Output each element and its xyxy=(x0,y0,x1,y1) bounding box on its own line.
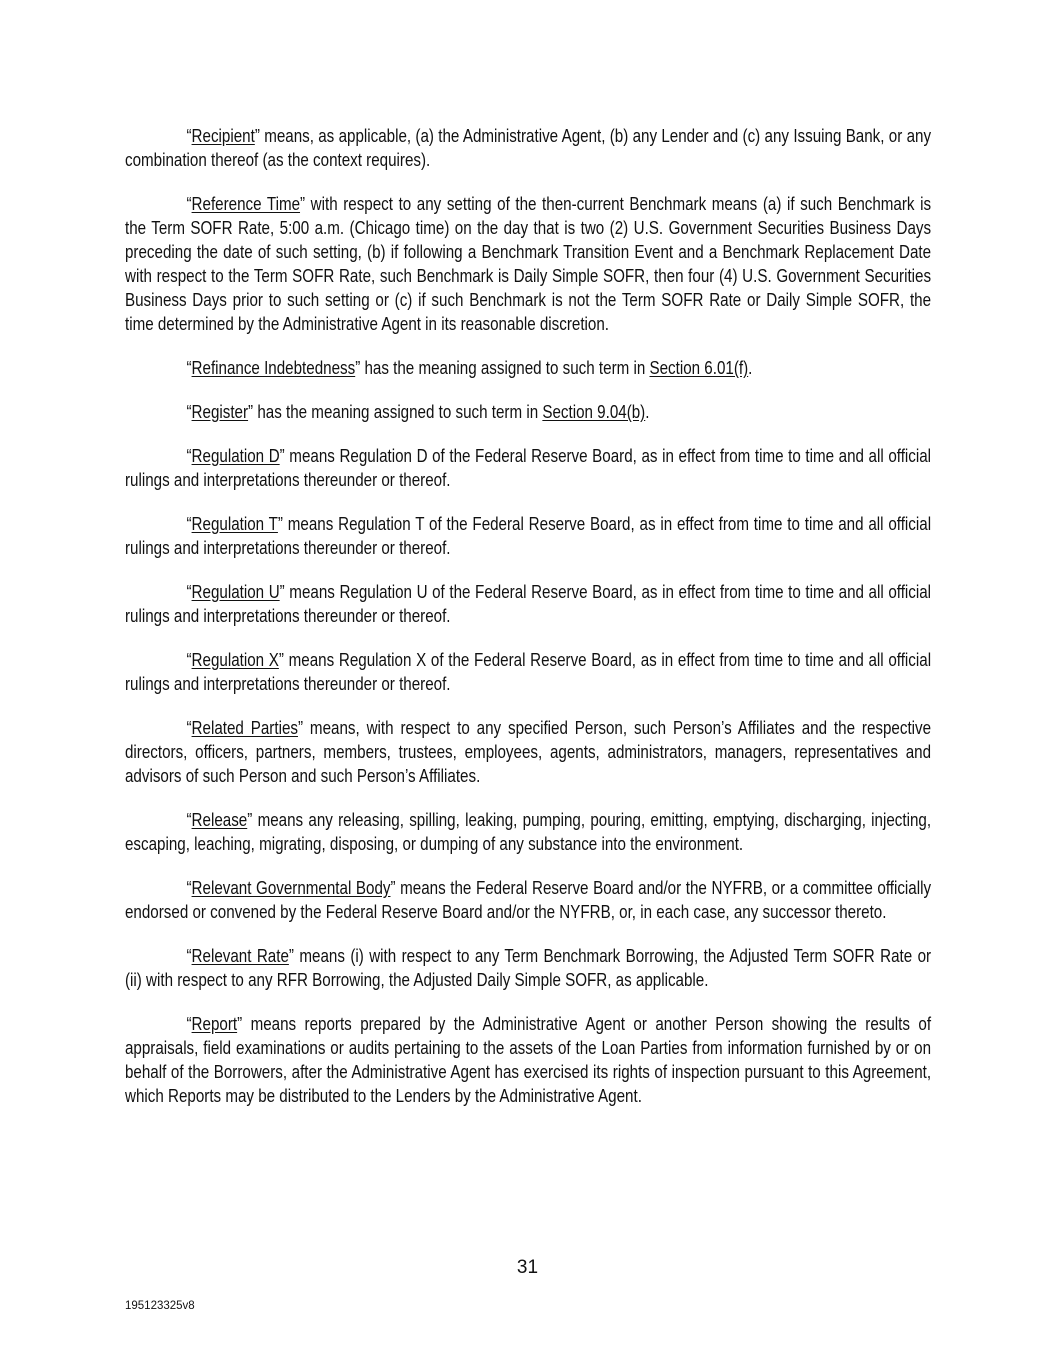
definition-text: means (i) with respect to any Term Benchmark Borrowing, the Adjusted Term SOFR Rate or (ii) with respect to any RFR Borrowing, the Adjusted Daily Simple SOFR, as applicable. xyxy=(125,945,932,990)
close-quote: ” xyxy=(278,649,284,670)
defined-term: Regulation D xyxy=(191,445,280,466)
open-quote: “ xyxy=(186,125,192,146)
open-quote: “ xyxy=(186,445,192,466)
definition-text: means any releasing, spilling, leaking, pumping, pouring, emitting, emptying, discharging, injecting, escaping, leaching, migrating, disposing, or dumping of any substance into the environment. xyxy=(125,809,932,854)
definition-paragraph xyxy=(125,444,931,492)
definition-paragraph xyxy=(125,512,931,560)
close-quote: ” xyxy=(297,717,304,738)
definition-paragraph xyxy=(125,356,931,380)
definition-paragraph xyxy=(125,124,931,172)
definition-text: means, as applicable, (a) the Administrative Agent, (b) any Lender and (c) any Issuing Bank, or any combination thereof (as the context requires). xyxy=(125,125,932,170)
close-quote: ” xyxy=(288,945,294,966)
definition-paragraph xyxy=(125,716,931,788)
defined-term: Regulation U xyxy=(191,581,280,602)
open-quote: “ xyxy=(186,513,192,534)
definition-paragraph xyxy=(125,192,931,336)
close-quote: ” xyxy=(300,193,306,214)
page-number: 31 xyxy=(516,1257,539,1278)
defined-term: Refinance Indebtedness xyxy=(191,357,356,378)
open-quote: “ xyxy=(186,581,192,602)
definition-text: means the Federal Reserve Board and/or the NYFRB, or a committee officially endorsed or convened by the Federal Reserve Board and/or the NYFRB, or, in each case, any successor thereto. xyxy=(125,877,932,922)
definition-tail: . xyxy=(645,401,650,422)
close-quote: ” xyxy=(247,809,253,830)
definition-text: means Regulation T of the Federal Reserve Board, as in effect from time to time and all official rulings and interpretations thereunder or thereof. xyxy=(125,513,932,558)
definition-paragraph xyxy=(125,648,931,696)
section-reference: Section 6.01(f) xyxy=(649,357,749,378)
close-quote: ” xyxy=(248,401,254,422)
close-quote: ” xyxy=(237,1013,243,1034)
definition-text: means, with respect to any specified Person, such Person’s Affiliates and the respective directors, officers, partners, members, trustees, employees, agents, administrators, managers, representatives and advisors of such Person and such Person’s Affiliates. xyxy=(125,717,932,786)
defined-term: Register xyxy=(191,401,249,422)
definition-paragraph xyxy=(125,944,931,992)
definition-text: has the meaning assigned to such term in xyxy=(360,357,650,378)
defined-term: Regulation X xyxy=(191,649,279,670)
close-quote: ” xyxy=(279,581,285,602)
open-quote: “ xyxy=(186,193,192,214)
definition-paragraph xyxy=(125,580,931,628)
definition-paragraph xyxy=(125,876,931,924)
definition-paragraph xyxy=(125,1012,931,1108)
open-quote: “ xyxy=(186,945,192,966)
definition-text: has the meaning assigned to such term in xyxy=(253,401,543,422)
open-quote: “ xyxy=(186,809,192,830)
open-quote: “ xyxy=(186,717,192,738)
close-quote: ” xyxy=(355,357,361,378)
close-quote: ” xyxy=(254,125,260,146)
open-quote: “ xyxy=(186,357,192,378)
definition-text: means Regulation X of the Federal Reserve Board, as in effect from time to time and all official rulings and interpretations thereunder or thereof. xyxy=(125,649,932,694)
definition-paragraph xyxy=(125,808,931,856)
open-quote: “ xyxy=(186,649,192,670)
defined-term: Report xyxy=(191,1013,238,1034)
close-quote: ” xyxy=(390,877,396,898)
definition-paragraph xyxy=(125,400,931,424)
open-quote: “ xyxy=(186,1013,192,1034)
defined-term: Reference Time xyxy=(191,193,301,214)
definition-text: means Regulation D of the Federal Reserve Board, as in effect from time to time and all official rulings and interpretations thereunder or thereof. xyxy=(125,445,932,490)
document-body xyxy=(125,124,931,1128)
close-quote: ” xyxy=(279,445,285,466)
defined-term: Release xyxy=(191,809,248,830)
definition-text: with respect to any setting of the then-current Benchmark means (a) if such Benchmark is the Term SOFR Rate, 5:00 a.m. (Chicago time) on the day that is two (2) U.S. Government Securities Business Days preceding the date of such setting, (b) if following a Benchmark Transition Event and a Benchmark Replacement Date with respect to the Term SOFR Rate, such Benchmark is Daily Simple SOFR, then four (4) U.S. Government Securities Business Days prior to such setting or (c) if such Benchmark is not the Term SOFR Rate or Daily Simple SOFR, the time determined by the Administrative Agent in its reasonable discretion. xyxy=(125,193,932,334)
defined-term: Related Parties xyxy=(191,717,298,738)
section-reference: Section 9.04(b) xyxy=(542,401,646,422)
defined-term: Relevant Governmental Body xyxy=(191,877,391,898)
document-id: 195123325v8 xyxy=(125,1300,195,1312)
defined-term: Regulation T xyxy=(191,513,278,534)
definition-text: means Regulation U of the Federal Reserve Board, as in effect from time to time and all official rulings and interpretations thereunder or thereof. xyxy=(125,581,932,626)
close-quote: ” xyxy=(277,513,283,534)
defined-term: Recipient xyxy=(191,125,255,146)
open-quote: “ xyxy=(186,877,192,898)
defined-term: Relevant Rate xyxy=(191,945,289,966)
definition-text: means reports prepared by the Administrative Agent or another Person showing the results of appraisals, field examinations or audits pertaining to the assets of the Loan Parties from information furnished by or on behalf of the Borrowers, after the Administrative Agent has exercised its rights of inspection pursuant to this Agreement, which Reports may be distributed to the Lenders by the Administrative Agent. xyxy=(125,1013,932,1106)
open-quote: “ xyxy=(186,401,192,422)
definition-tail: . xyxy=(748,357,753,378)
